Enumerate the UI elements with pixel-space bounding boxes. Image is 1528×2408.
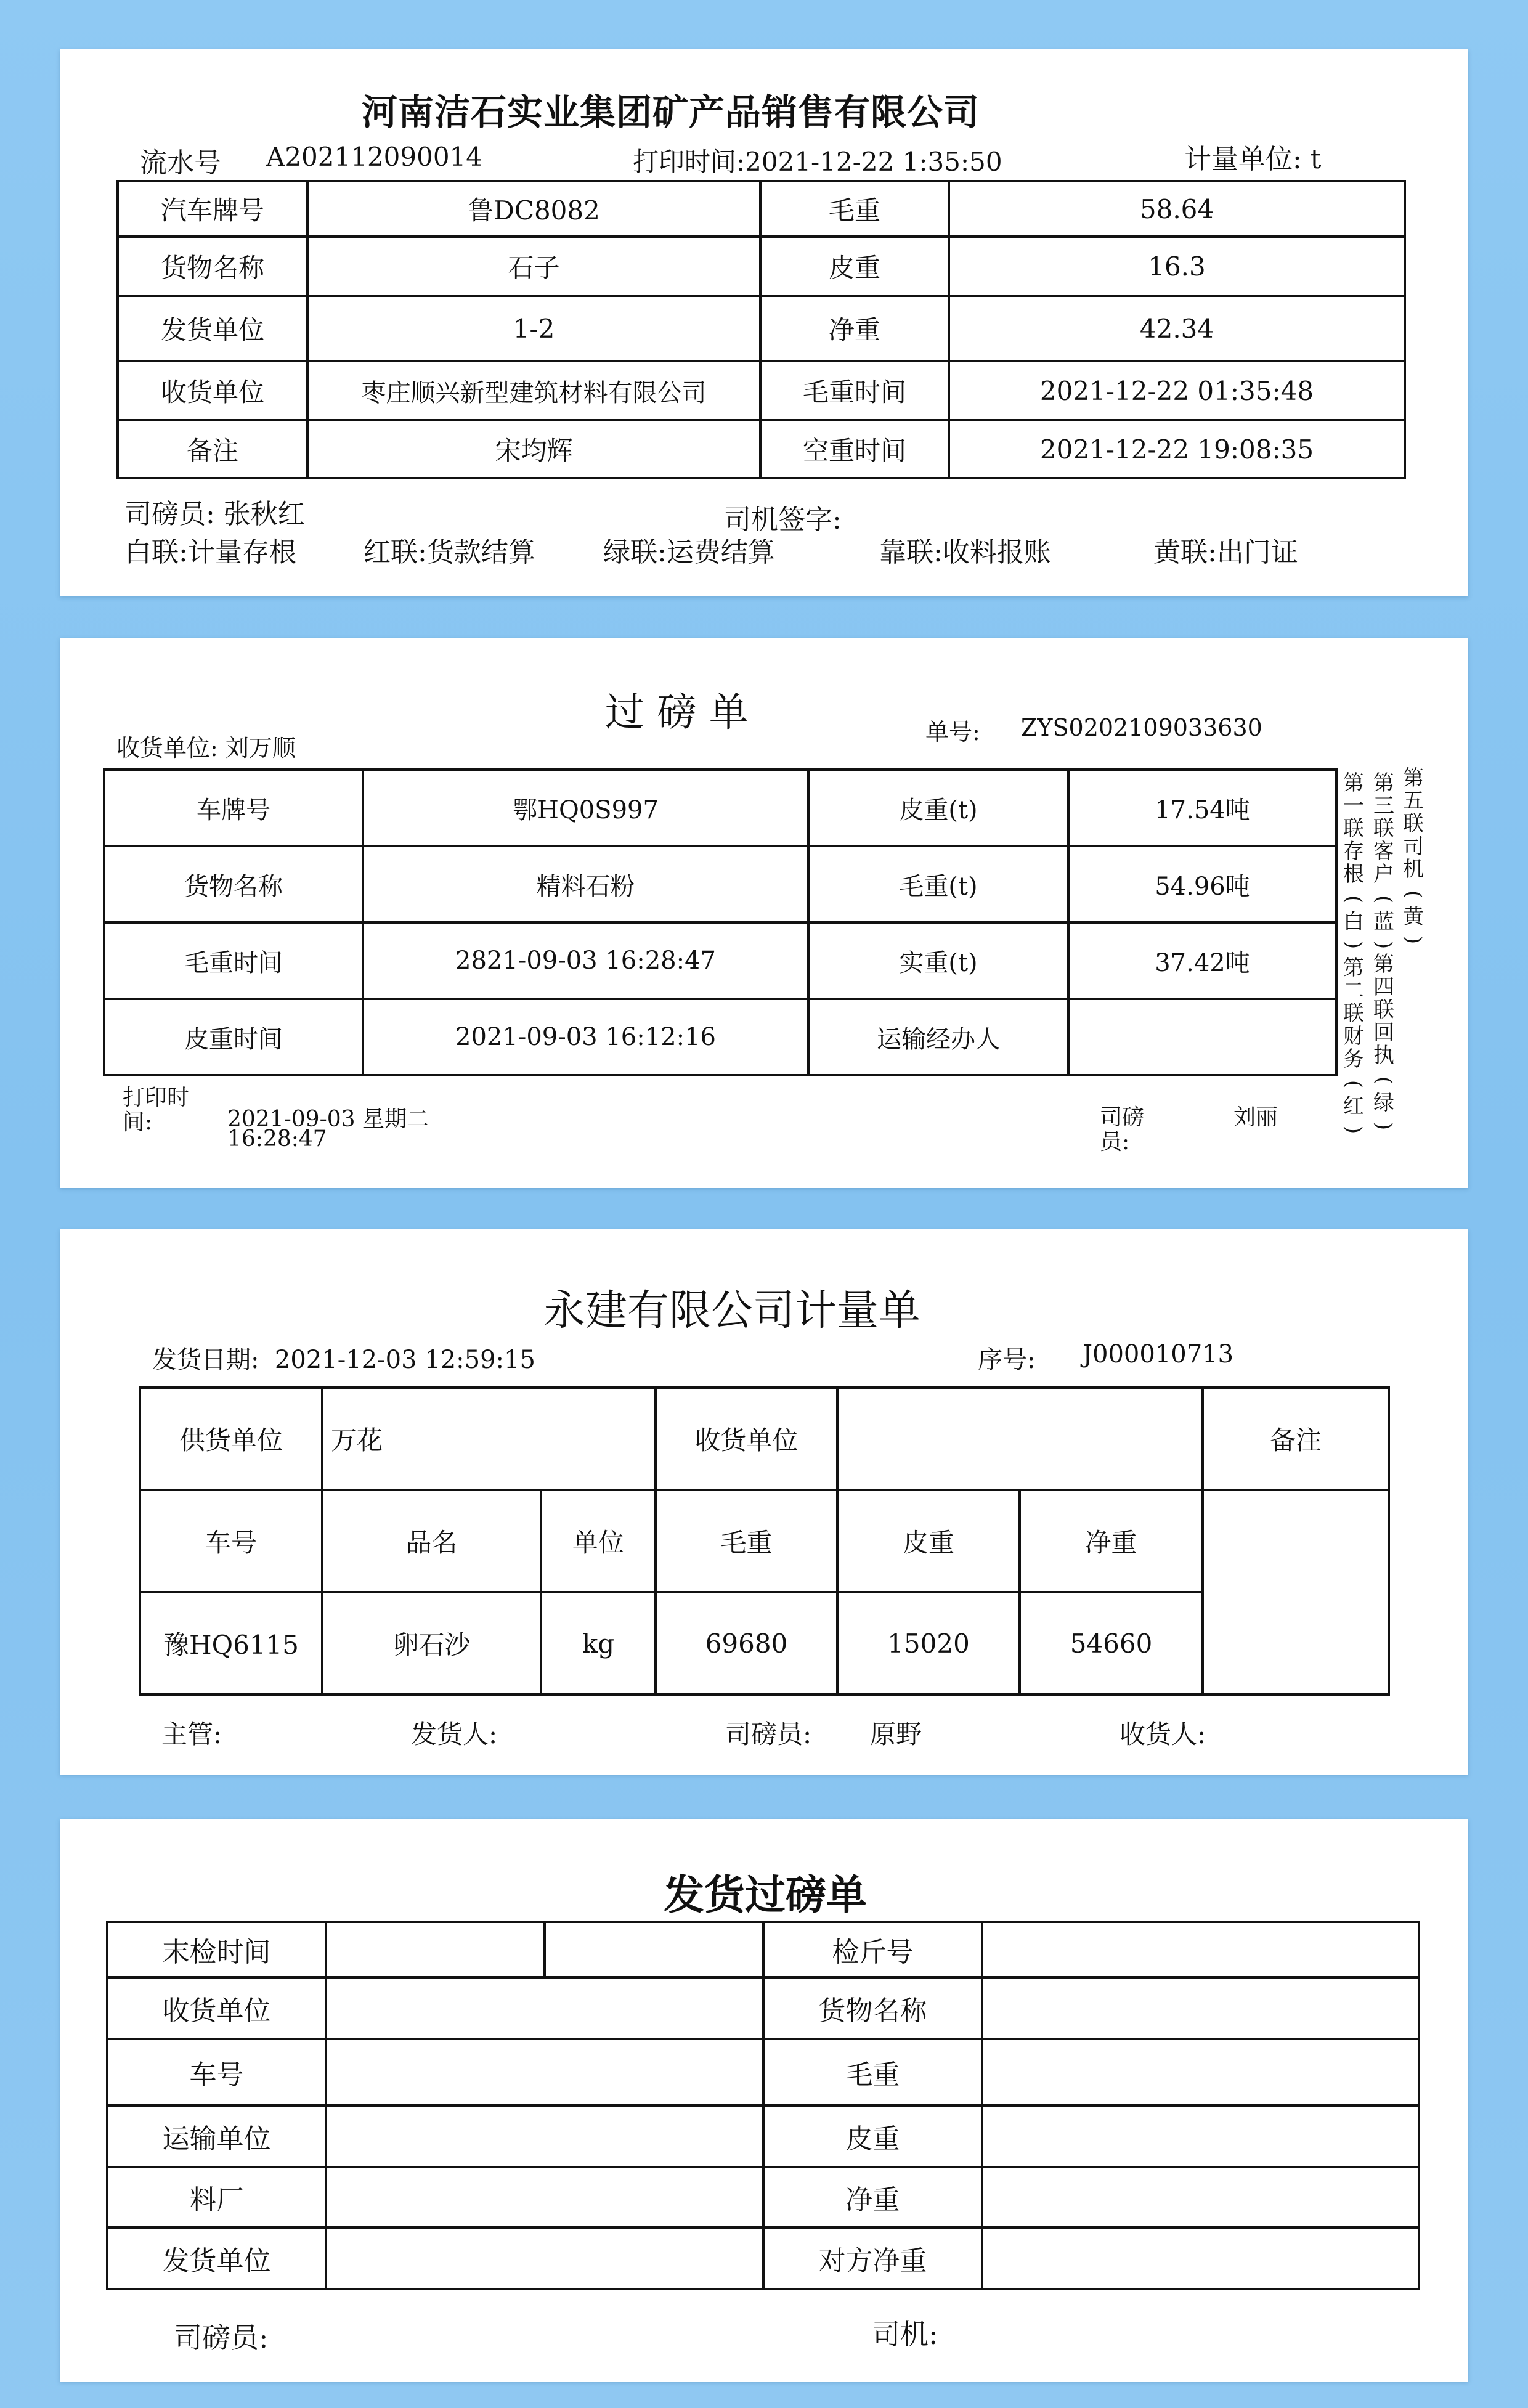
gross-value: 54.96吨 (1068, 846, 1336, 922)
table-row (107, 1922, 1419, 1977)
receiver-label: 收货单位 (107, 1977, 326, 2039)
weigh-no-label: 检斤号 (763, 1922, 982, 1977)
slip1-serial-label: 流水号 (140, 147, 221, 179)
slip2-title: 过 磅 单 (605, 690, 749, 736)
shipper-label: 发货单位 (107, 2227, 326, 2289)
empty-time-value: 2021-12-22 19:08:35 (949, 420, 1405, 478)
table-row (118, 420, 1405, 478)
slip1-weigher: 司磅员: 张秋红 (124, 498, 305, 530)
table-row (140, 1388, 1389, 1490)
slip3-supervisor: 主管: (161, 1719, 222, 1749)
slip1-driver-sign: 司机签字: (724, 504, 842, 535)
slip3-table (139, 1386, 1390, 1696)
receiver-value (837, 1388, 1203, 1490)
slip2-print-label-1: 打印时 (123, 1085, 190, 1110)
last-check-time-value-b (545, 1922, 763, 1977)
side-note-copy-5: 第 五 联 司 机 (1403, 766, 1424, 882)
col-header-plate: 车号 (140, 1490, 322, 1592)
slip2-table (103, 768, 1338, 1076)
slip2-weigher-label-2: 员: (1100, 1129, 1130, 1155)
table-row (107, 2105, 1419, 2167)
remark-value: 宋均辉 (307, 420, 760, 478)
empty-time-label: 空重时间 (760, 420, 949, 478)
tare-value (982, 2105, 1419, 2167)
plate-value: 鲁DC8082 (307, 181, 760, 237)
plate-value: 豫HQ6115 (140, 1592, 322, 1694)
slip1-table (116, 180, 1406, 479)
slip1-copy-white: 白联:计量存根 (124, 537, 296, 568)
net-value (982, 2167, 1419, 2227)
tare-value: 16.3 (949, 237, 1405, 296)
slip2-number-value: ZYS0202109033630 (1021, 714, 1262, 741)
slip3-seq-value: J000010713 (1083, 1340, 1234, 1369)
slip1-print-time: 打印时间:2021-12-22 1:35:50 (633, 147, 1002, 177)
tare-value: 17.54吨 (1068, 770, 1336, 846)
slip1-unit: 计量单位: t (1184, 144, 1322, 175)
supplier-label: 供货单位 (140, 1388, 322, 1490)
net-value: 37.42吨 (1068, 922, 1336, 999)
slip3-seq-label: 序号: (978, 1346, 1036, 1374)
gross-label: 毛重 (763, 2039, 982, 2105)
net-value: 54660 (1020, 1592, 1203, 1694)
slip1-serial-value: A202112090014 (266, 142, 482, 172)
tare-label: 皮重(t) (808, 770, 1068, 846)
slip1-copy-yellow: 黄联:出门证 (1153, 537, 1298, 568)
slip3-consignee: 收货人: (1120, 1719, 1206, 1749)
plate-value (326, 2039, 763, 2105)
side-note-color-2: ( 红 ) (1341, 1080, 1367, 1134)
col-header-gross: 毛重 (656, 1490, 837, 1592)
slip2-print-value-2: 16:28:47 (227, 1126, 327, 1152)
side-note-copy-2: 第 二 联 财 务 (1343, 956, 1364, 1072)
slip2-print-label-2: 间: (123, 1110, 153, 1135)
goods-label: 货物名称 (104, 846, 363, 922)
gross-time-value: 2821-09-03 16:28:47 (363, 922, 808, 999)
plate-label: 车号 (107, 2039, 326, 2105)
table-row (107, 2167, 1419, 2227)
tare-label: 皮重 (763, 2105, 982, 2167)
gross-value (982, 2039, 1419, 2105)
slip3-title: 永建有限公司计量单 (543, 1287, 921, 1335)
tare-value: 15020 (837, 1592, 1020, 1694)
table-row (104, 846, 1336, 922)
weigh-slip-card-1 (60, 49, 1468, 596)
handler-value (1068, 999, 1336, 1075)
shipper-value (326, 2227, 763, 2289)
slip1-copy-green: 绿联:运费结算 (603, 537, 775, 568)
goods-label: 货物名称 (763, 1977, 982, 2039)
side-note-copy-1: 第 一 联 存 根 (1343, 771, 1364, 887)
carrier-label: 运输单位 (107, 2105, 326, 2167)
gross-label: 毛重(t) (808, 846, 1068, 922)
tare-time-label: 皮重时间 (104, 999, 363, 1075)
col-header-unit: 单位 (541, 1490, 656, 1592)
table-row (104, 999, 1336, 1075)
table-row (107, 2039, 1419, 2105)
gross-time-label: 毛重时间 (104, 922, 363, 999)
weigh-no-value (982, 1922, 1419, 1977)
slip4-table (106, 1921, 1420, 2290)
plate-label: 汽车牌号 (118, 181, 307, 237)
unit-value: kg (541, 1592, 656, 1694)
table-row (140, 1490, 1389, 1592)
receiver-value: 枣庄顺兴新型建筑材料有限公司 (307, 361, 760, 420)
slip4-driver: 司机: (872, 2317, 938, 2351)
weigh-slip-card-3 (60, 1229, 1468, 1775)
goods-value: 石子 (307, 237, 760, 296)
shipper-value: 1-2 (307, 296, 760, 361)
side-note-color-3: ( 蓝 ) (1372, 895, 1397, 950)
carrier-value (326, 2105, 763, 2167)
receiver-label: 收货单位 (656, 1388, 837, 1490)
weigh-slip-card-4 (60, 1819, 1468, 2382)
remark-label: 备注 (1203, 1388, 1389, 1490)
side-note-color-4: ( 绿 ) (1372, 1076, 1397, 1131)
plate-label: 车牌号 (104, 770, 363, 846)
slip3-weigher-name: 原野 (870, 1719, 922, 1749)
receiver-value (326, 1977, 763, 2039)
last-check-time-value-a (326, 1922, 545, 1977)
net-value: 42.34 (949, 296, 1405, 361)
table-row (107, 1977, 1419, 2039)
weigh-slip-card-2 (60, 638, 1468, 1188)
plate-value: 鄂HQ0S997 (363, 770, 808, 846)
goods-label: 货物名称 (118, 237, 307, 296)
goods-value: 精料石粉 (363, 846, 808, 922)
gross-time-value: 2021-12-22 01:35:48 (949, 361, 1405, 420)
gross-value: 58.64 (949, 181, 1405, 237)
side-note-copy-3: 第 三 联 客 户 (1373, 771, 1394, 887)
remark-label: 备注 (118, 420, 307, 478)
goods-value (982, 1977, 1419, 2039)
slip3-shipper: 发货人: (411, 1719, 498, 1749)
col-header-tare: 皮重 (837, 1490, 1020, 1592)
yard-value (326, 2167, 763, 2227)
receiver-label: 收货单位 (118, 361, 307, 420)
table-row (107, 2227, 1419, 2289)
gross-label: 毛重 (760, 181, 949, 237)
side-note-color-1: ( 白 ) (1341, 895, 1367, 950)
slip2-receiver: 收货单位: 刘万顺 (116, 734, 296, 762)
table-row (118, 296, 1405, 361)
table-row (140, 1592, 1389, 1694)
net-label: 实重(t) (808, 922, 1068, 999)
table-row (104, 922, 1336, 999)
tare-time-value: 2021-09-03 16:12:16 (363, 999, 808, 1075)
col-header-product: 品名 (322, 1490, 541, 1592)
slip3-ship-date: 发货日期: 2021-12-03 12:59:15 (152, 1346, 535, 1374)
table-row (118, 237, 1405, 296)
slip3-weigher-label: 司磅员: (725, 1719, 812, 1749)
counterparty-net-label: 对方净重 (763, 2227, 982, 2289)
supplier-value: 万花 (322, 1388, 656, 1490)
slip1-title: 河南洁石实业集团矿产品销售有限公司 (362, 91, 980, 133)
slip2-print-value-1: 2021-09-03 星期二 (227, 1107, 429, 1132)
slip4-title: 发货过磅单 (664, 1871, 867, 1919)
handler-label: 运输经办人 (808, 999, 1068, 1075)
table-row (118, 361, 1405, 420)
net-label: 净重 (760, 296, 949, 361)
counterparty-net-value (982, 2227, 1419, 2289)
col-header-net: 净重 (1020, 1490, 1203, 1592)
product-value: 卵石沙 (322, 1592, 541, 1694)
last-check-time-label: 末检时间 (107, 1922, 326, 1977)
net-label: 净重 (763, 2167, 982, 2227)
slip2-weigher-label-1: 司磅 (1100, 1105, 1145, 1130)
tare-label: 皮重 (760, 237, 949, 296)
side-note-color-5: ( 黄 ) (1401, 890, 1426, 945)
table-row (118, 181, 1405, 237)
shipper-label: 发货单位 (118, 296, 307, 361)
slip4-weigher: 司磅员: (174, 2321, 269, 2354)
yard-label: 料厂 (107, 2167, 326, 2227)
remark-value (1203, 1490, 1389, 1694)
slip2-number-label: 单号: (925, 718, 980, 746)
table-row (104, 770, 1336, 846)
gross-value: 69680 (656, 1592, 837, 1694)
side-note-copy-4: 第 四 联 回 执 (1373, 952, 1394, 1068)
slip2-weigher-name: 刘丽 (1233, 1105, 1278, 1130)
slip1-copy-red: 红联:货款结算 (364, 537, 535, 568)
gross-time-label: 毛重时间 (760, 361, 949, 420)
slip1-copy-lean: 靠联:收料报账 (879, 537, 1051, 568)
